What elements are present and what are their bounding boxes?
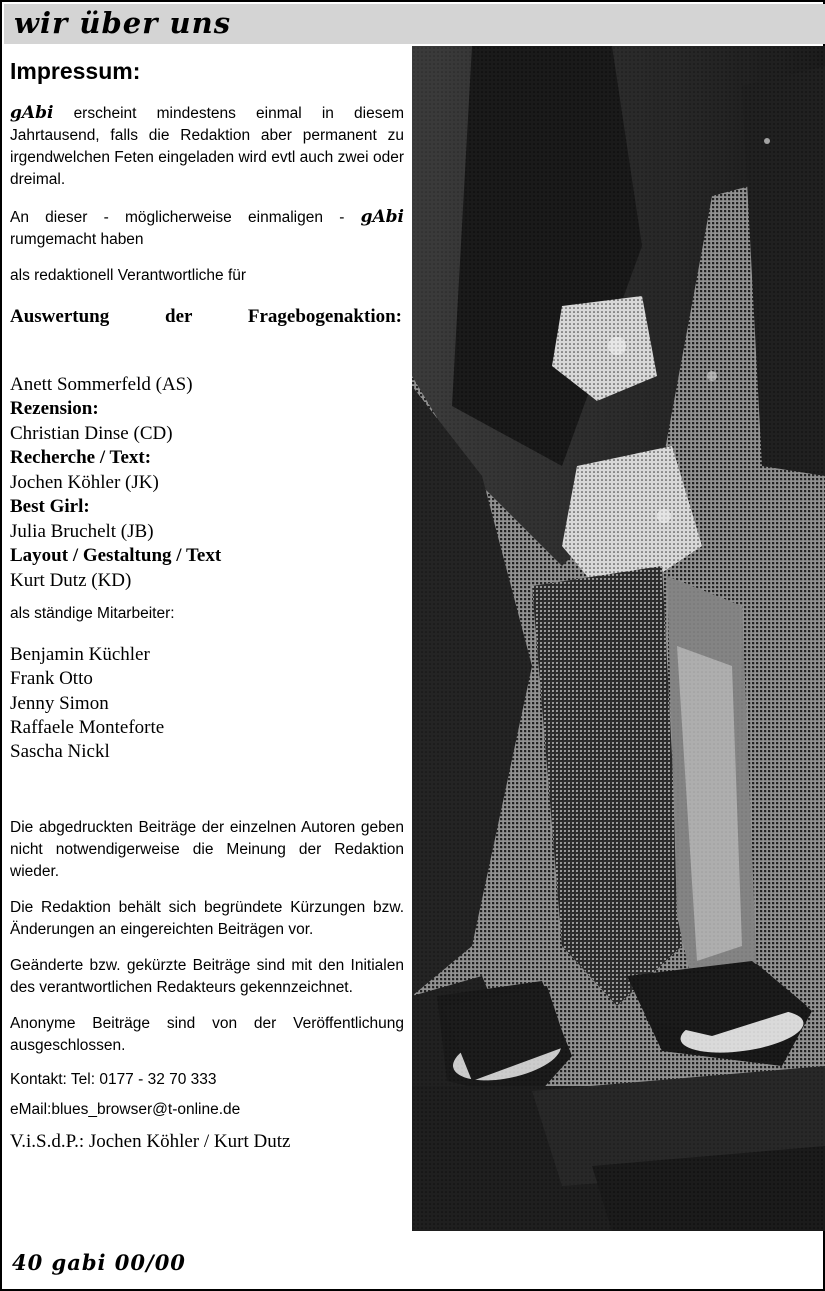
- role-title-3: Best Girl:: [10, 495, 90, 517]
- spacer: [10, 765, 404, 799]
- role-person-4: Kurt Dutz (KD): [10, 569, 132, 591]
- spacer: [10, 799, 404, 817]
- intro-paragraph-1: [10, 101, 404, 191]
- note-3: Anonyme Beiträge sind von der Veröffentlichung ausgeschlossen.: [10, 1014, 404, 1054]
- brand-gabi: gAbi: [10, 103, 54, 123]
- intro-paragraph-1-text: erscheint mindestens einmal in diesem Jahrtausend, falls die Redaktion aber permanent zu irgendwelchen Feten eingeladen wird evtl auch zwei oder dreimal.: [10, 105, 404, 189]
- role-title-2: Recherche / Text:: [10, 446, 152, 468]
- staff-member-2: Jenny Simon: [10, 692, 109, 714]
- role-title-4: Layout / Gestaltung / Text: [10, 544, 222, 566]
- role-person-2: Jochen Köhler (JK): [10, 471, 159, 493]
- role-title-0: Auswertung der Fragebogenaktion:: [10, 306, 402, 328]
- header-band: [4, 4, 825, 44]
- spacer: [10, 355, 404, 373]
- spacer: [10, 295, 404, 305]
- intro-paragraph-2-pre: An dieser - möglicherweise einmaligen -: [10, 209, 361, 227]
- intro-paragraph-2-post: rumgemacht haben: [10, 231, 144, 249]
- visdp-line: V.i.S.d.P.: Jochen Köhler / Kurt Dutz: [10, 1130, 291, 1152]
- role-person-1: Christian Dinse (CD): [10, 422, 173, 444]
- brand-gabi-2: gAbi: [360, 207, 404, 228]
- page-title: wir über uns: [14, 6, 232, 40]
- staff-member-3: Raffaele Monteforte: [10, 716, 165, 738]
- role-person-0: Anett Sommerfeld (AS): [10, 373, 193, 395]
- role-title-1: Rezension:: [10, 397, 99, 419]
- intro-paragraph-2: [10, 205, 404, 251]
- staff-member-4: Sascha Nickl: [10, 741, 110, 763]
- note-1: Die Redaktion behält sich begründete Kürzungen bzw. Änderungen an eingereichten Beiträgen vor.: [10, 898, 404, 938]
- note-0: Die abgedruckten Beiträge der einzelnen Autoren geben nicht notwendigerweise die Meinung der Redaktion wieder.: [10, 818, 404, 880]
- photo-image: [412, 46, 825, 1231]
- impressum-heading: Impressum:: [10, 58, 141, 84]
- contact-email: eMail:blues_browser@t-online.de: [10, 1100, 241, 1118]
- spacer: [10, 593, 404, 603]
- note-2: Geänderte bzw. gekürzte Beiträge sind mit den Initialen des verantwortlichen Redakteurs gekennzeichnet.: [10, 956, 404, 996]
- staff-intro: als ständige Mitarbeiter:: [10, 604, 175, 622]
- contact-phone: Kontakt: Tel: 0177 - 32 70 333: [10, 1070, 217, 1088]
- responsible-intro: als redaktionell Verantwortliche für: [10, 267, 247, 285]
- staff-member-1: Frank Otto: [10, 668, 93, 690]
- staff-member-0: Benjamin Küchler: [10, 643, 150, 665]
- spacer: [10, 633, 404, 643]
- page-footer: 40 gabi 00/00: [12, 1250, 186, 1275]
- role-person-3: Julia Bruchelt (JB): [10, 520, 154, 542]
- impressum-column: [10, 58, 404, 1153]
